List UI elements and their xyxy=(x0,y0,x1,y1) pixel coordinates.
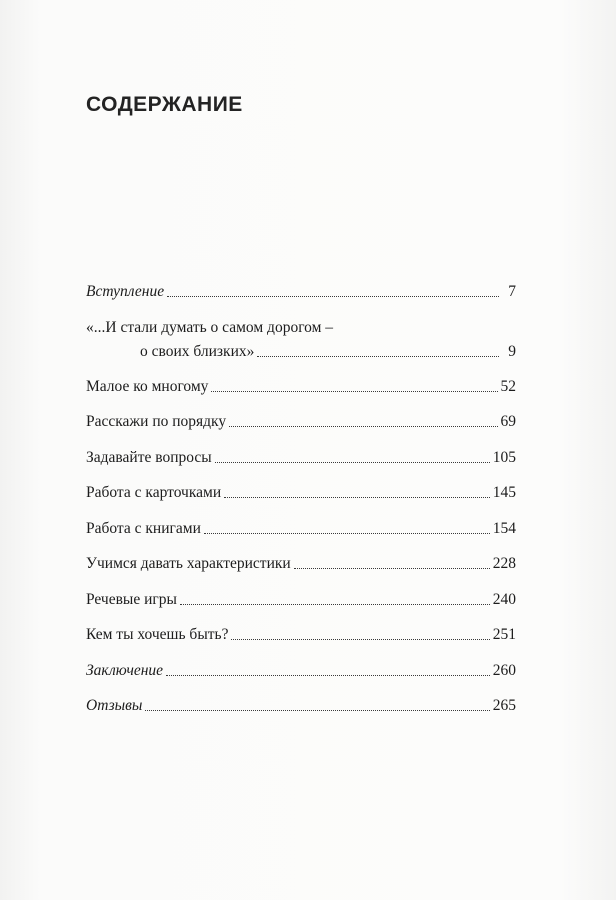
toc-entry-title: Отзывы xyxy=(86,697,143,714)
toc-entry-page: 154 xyxy=(492,519,516,537)
dot-leader xyxy=(224,497,490,498)
dot-leader xyxy=(180,604,490,605)
toc-entry-title: Речевые игры xyxy=(86,590,177,608)
toc-entry-page: 145 xyxy=(492,484,516,501)
toc-entry xyxy=(86,282,516,318)
toc-entry-title: Задавайте вопросы xyxy=(86,448,212,466)
toc-entry-page: 105 xyxy=(492,448,516,466)
dot-leader xyxy=(229,426,497,427)
table-of-contents xyxy=(86,282,516,732)
toc-entry xyxy=(86,377,516,413)
toc-entry xyxy=(86,625,516,661)
toc-entry-title: Расскажи по порядку xyxy=(86,413,227,430)
toc-entry xyxy=(86,696,516,732)
toc-entry-title-line1: «...И стали думать о самом дорогом – xyxy=(86,318,334,336)
toc-entry-title: Работа с книгами xyxy=(86,519,201,537)
toc-entry-title: Заключение xyxy=(86,661,164,679)
toc-entry xyxy=(86,590,516,626)
toc-entry-page: 9 xyxy=(508,342,516,360)
toc-entry-title-line2: о своих близких» xyxy=(140,342,255,360)
dot-leader xyxy=(204,533,490,534)
dot-leader xyxy=(166,675,490,676)
toc-entry-page: 69 xyxy=(500,413,516,430)
toc-entry-title: Вступление xyxy=(86,283,165,300)
page-title: СОДЕРЖАНИЕ xyxy=(86,93,243,116)
dot-leader xyxy=(294,568,490,569)
toc-entry-page: 240 xyxy=(492,590,516,608)
dot-leader xyxy=(231,639,489,640)
toc-entry xyxy=(86,483,516,519)
toc-entry-page: 7 xyxy=(508,283,516,300)
toc-entry-title: Малое ко многому xyxy=(86,377,209,395)
toc-entry xyxy=(86,448,516,484)
toc-entry xyxy=(86,554,516,590)
toc-entry xyxy=(86,519,516,555)
toc-entry-title: Работа с карточками xyxy=(86,484,222,501)
toc-entry-page: 52 xyxy=(500,377,516,395)
toc-entry-title: Кем ты хочешь быть? xyxy=(86,626,229,643)
toc-entry xyxy=(86,412,516,448)
dot-leader xyxy=(211,391,497,392)
toc-entry xyxy=(86,318,516,377)
toc-entry-title: Учимся давать характеристики xyxy=(86,555,291,572)
dot-leader xyxy=(215,462,490,463)
dot-leader xyxy=(145,710,489,711)
toc-entry-page: 265 xyxy=(492,697,516,714)
dot-leader xyxy=(167,296,499,297)
toc-entry-page: 260 xyxy=(492,661,516,679)
toc-entry xyxy=(86,661,516,697)
dot-leader xyxy=(257,356,499,357)
toc-entry-page: 228 xyxy=(492,555,516,572)
toc-entry-page: 251 xyxy=(492,626,516,643)
